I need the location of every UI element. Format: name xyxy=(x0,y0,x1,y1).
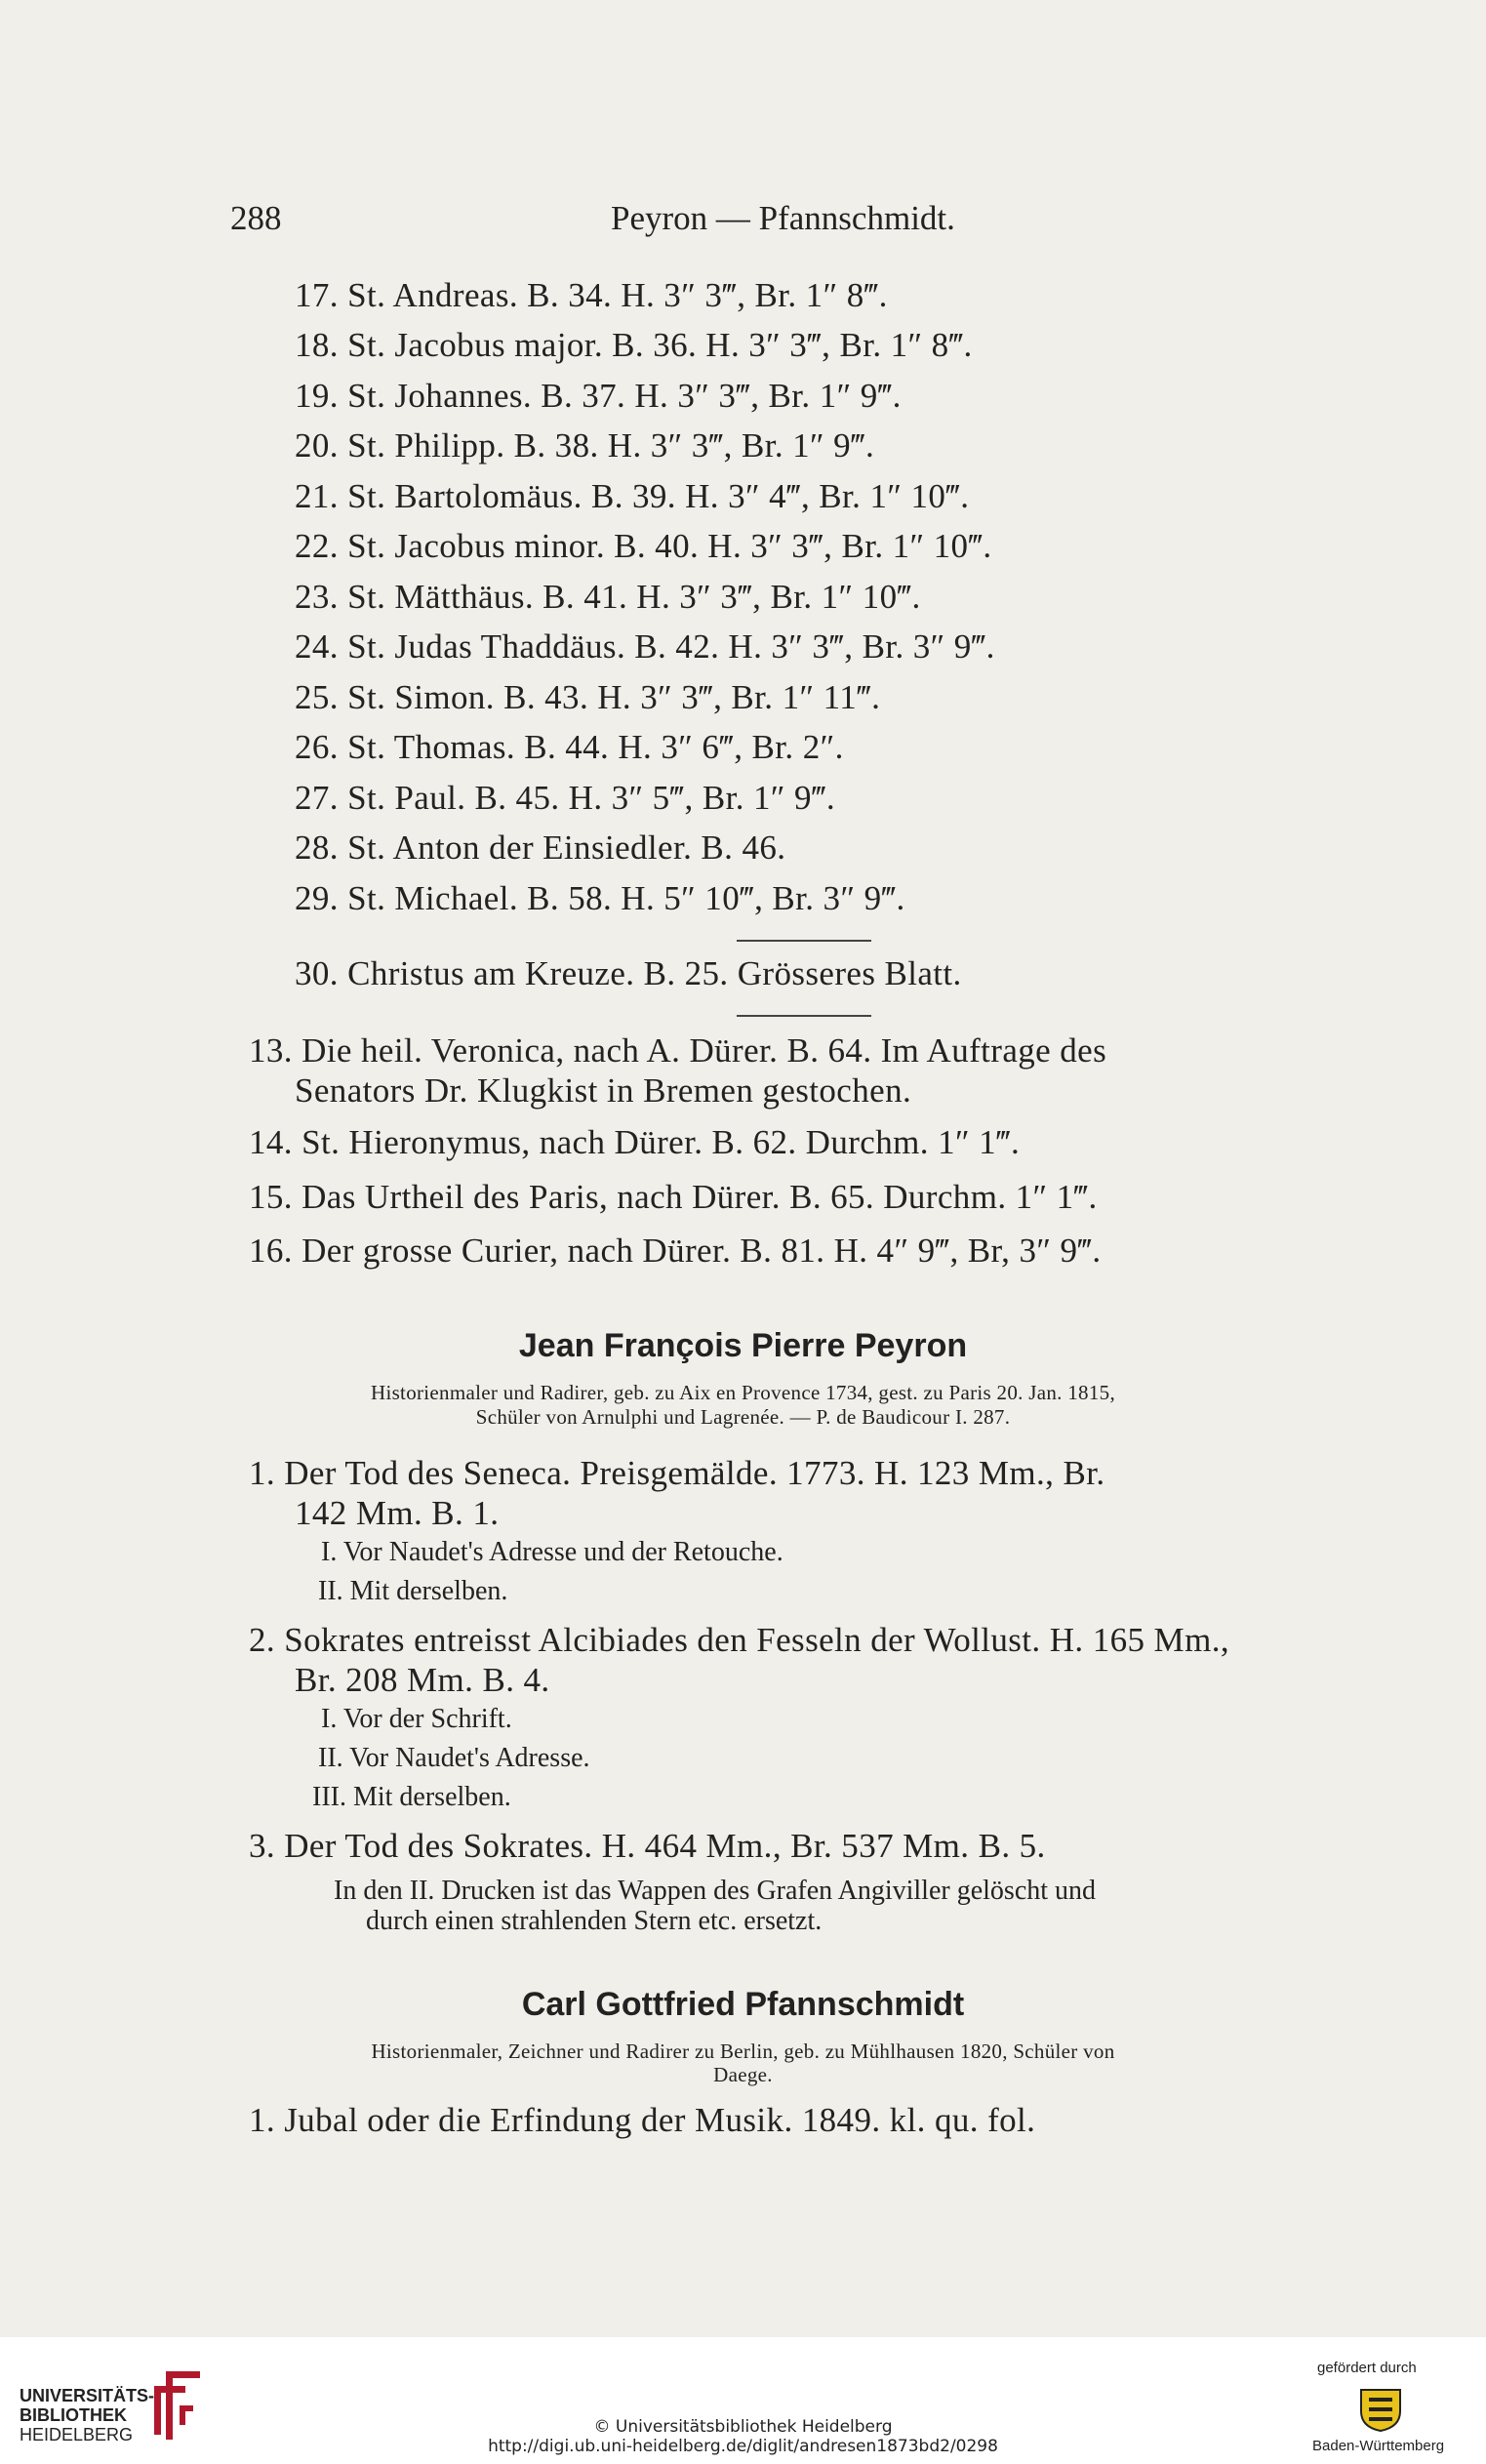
list-item: 14. St. Hieronymus, nach Dürer. B. 62. Durchm. 1″ 1‴. xyxy=(249,1123,1021,1161)
state-note: II. Mit derselben. xyxy=(318,1576,508,1606)
section-heading: Jean François Pierre Peyron xyxy=(518,1327,968,1364)
artist-bio: Daege. xyxy=(713,2063,773,2086)
list-item: 24. St. Judas Thaddäus. B. 42. H. 3″ 3‴, Br. 3″ 9‴. xyxy=(295,627,995,666)
section-heading: Carl Gottfried Pfannschmidt xyxy=(521,1986,965,2023)
divider xyxy=(737,940,871,942)
list-item-continuation: Br. 208 Mm. B. 4. xyxy=(295,1661,550,1699)
list-item: 27. St. Paul. B. 45. H. 3″ 5‴, Br. 1″ 9‴. xyxy=(295,779,836,817)
artist-bio: Schüler von Arnulphi und Lagrenée. — P. de Baudicour I. 287. xyxy=(475,1405,1011,1429)
list-item: 21. St. Bartolomäus. B. 39. H. 3″ 4‴, Br. 1″ 10‴. xyxy=(295,477,970,515)
list-item-continuation: 142 Mm. B. 1. xyxy=(295,1494,500,1532)
state-note: I. Vor der Schrift. xyxy=(321,1704,512,1734)
list-item: 23. St. Mätthäus. B. 41. H. 3″ 3‴, Br. 1″ 10‴. xyxy=(295,578,921,616)
list-item-continuation: Senators Dr. Klugkist in Bremen gestochen. xyxy=(295,1071,912,1110)
list-item: 1. Der Tod des Seneca. Preisgemälde. 1773. H. 123 Mm., Br. xyxy=(249,1454,1105,1492)
running-title: Peyron — Pfannschmidt. xyxy=(611,199,955,237)
list-item: 28. St. Anton der Einsiedler. B. 46. xyxy=(295,828,786,867)
list-item: 26. St. Thomas. B. 44. H. 3″ 6‴, Br. 2″. xyxy=(295,728,844,766)
list-item: 22. St. Jacobus minor. B. 40. H. 3″ 3‴, Br. 1″ 10‴. xyxy=(295,527,992,565)
list-item: 1. Jubal oder die Erfindung der Musik. 1849. kl. qu. fol. xyxy=(249,2101,1036,2139)
list-item: 3. Der Tod des Sokrates. H. 464 Mm., Br. 537 Mm. B. 5. xyxy=(249,1827,1046,1865)
list-item: 19. St. Johannes. B. 37. H. 3″ 3‴, Br. 1″ 9‴. xyxy=(295,377,902,415)
list-item: 18. St. Jacobus major. B. 36. H. 3″ 3‴, Br. 1″ 8‴. xyxy=(295,326,973,364)
list-item: 15. Das Urtheil des Paris, nach Dürer. B. 65. Durchm. 1″ 1‴. xyxy=(249,1178,1098,1216)
list-item: 2. Sokrates entreisst Alcibiades den Fesseln der Wollust. H. 165 Mm., xyxy=(249,1621,1230,1659)
list-item: 25. St. Simon. B. 43. H. 3″ 3‴, Br. 1″ 11‴. xyxy=(295,678,881,716)
state-note: II. Vor Naudet's Adresse. xyxy=(318,1743,590,1773)
state-note: III. Mit derselben. xyxy=(312,1782,511,1812)
artist-bio: Historienmaler und Radirer, geb. zu Aix en Provence 1734, gest. zu Paris 20. Jan. 1815, xyxy=(370,1381,1116,1404)
print-note: durch einen strahlenden Stern etc. ersetzt. xyxy=(366,1906,823,1936)
copyright: © Universitätsbibliothek Heidelberg xyxy=(593,2417,893,2437)
list-item: 16. Der grosse Curier, nach Dürer. B. 81. H. 4″ 9‴, Br, 3″ 9‴. xyxy=(249,1232,1102,1270)
coat-of-arms-icon xyxy=(1351,2384,1410,2433)
funded-by-label: gefördert durch xyxy=(1317,2360,1417,2376)
list-item: 13. Die heil. Veronica, nach A. Dürer. B. 64. Im Auftrage des xyxy=(249,1031,1107,1070)
print-note: In den II. Drucken ist das Wappen des Grafen Angiviller gelöscht und xyxy=(334,1876,1097,1906)
list-item: 30. Christus am Kreuze. B. 25. Grösseres Blatt. xyxy=(295,954,962,992)
footer-bar xyxy=(0,2337,1486,2464)
library-logo-text: UNIVERSITÄTS- BIBLIOTHEK HEIDELBERG xyxy=(20,2386,155,2444)
page-number: 288 xyxy=(230,199,282,237)
state-note: I. Vor Naudet's Adresse und der Retouche. xyxy=(321,1537,783,1567)
artist-bio: Historienmaler, Zeichner und Radirer zu Berlin, geb. zu Mühlhausen 1820, Schüler von xyxy=(371,2040,1115,2063)
divider xyxy=(737,1015,871,1017)
list-item: 17. St. Andreas. B. 34. H. 3″ 3‴, Br. 1″ 8‴. xyxy=(295,276,888,314)
list-item: 20. St. Philipp. B. 38. H. 3″ 3‴, Br. 1″ 9‴. xyxy=(295,426,875,465)
permalink[interactable]: http://digi.ub.uni-heidelberg.de/diglit/andresen1873bd2/0298 xyxy=(488,2437,998,2456)
list-item: 29. St. Michael. B. 58. H. 5″ 10‴, Br. 3″ 9‴. xyxy=(295,879,905,917)
funder-label: Baden-Württemberg xyxy=(1312,2438,1445,2454)
